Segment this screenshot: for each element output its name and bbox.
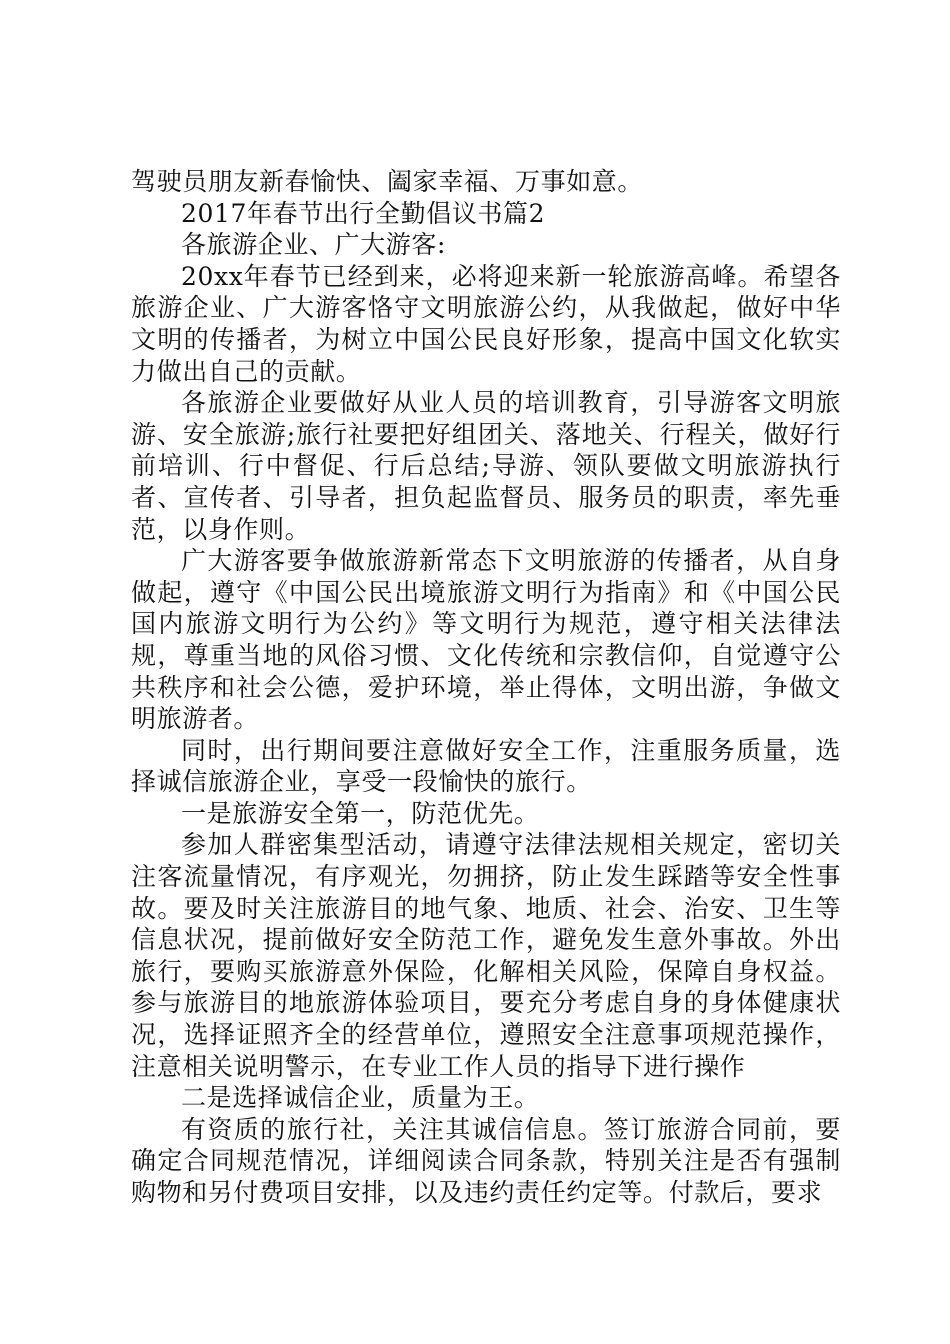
paragraph: 参加人群密集型活动，请遵守法律法规相关规定，密切关注客流量情况，有序观光，勿拥挤，防止发生踩踏等安全性事故。要及时关注旅游目的地气象、地质、社会、治安、卫生等信息状况，提前做好安全防范工作，避免发生意外事故。外出旅行，要购买旅游意外保险，化解相关风险，保障自身权益。参与旅游目的地旅游体验项目，要充分考虑自身的身体健康状况，选择证照齐全的经营单位，遵照安全注意事项规范操作，注意相关说明警示，在专业工作人员的指导下进行操作 <box>131 830 841 1081</box>
paragraph: 有资质的旅行社，关注其诚信信息。签订旅游合同前，要确定合同规范情况，详细阅读合同条款，特别关注是否有强制购物和另付费项目安排，以及违约责任约定等。付款后，要求 <box>131 1114 841 1207</box>
paragraph: 20xx年春节已经到来，必将迎来新一轮旅游高峰。希望各旅游企业、广大游客恪守文明旅游公约，从我做起，做好中华文明的传播者，为树立中国公民良好形象，提高中国文化软实力做出自己的贡献。 <box>131 261 841 386</box>
subheading: 二是选择诚信企业，质量为王。 <box>181 1083 540 1113</box>
salutation: 各旅游企业、广大游客: <box>181 230 447 260</box>
paragraph: 广大游客要争做旅游新常态下文明旅游的传播者，从自身做起，遵守《中国公民出境旅游文明行为指南》和《中国公民国内旅游文明行为公约》等文明行为规范，遵守相关法律法规，尊重当地的风俗习惯、文化传统和宗教信仰，自觉遵守公共秩序和社会公德，爱护环境，举止得体，文明出游，争做文明旅游者。 <box>131 546 841 734</box>
paragraph: 驾驶员朋友新春愉快、阖家幸福、万事如意。 <box>131 167 644 196</box>
section-title: 2017年春节出行全勤倡议书篇2 <box>181 198 546 228</box>
document-body <box>131 166 841 1209</box>
subheading: 一是旅游安全第一，防范优先。 <box>181 798 540 828</box>
paragraph: 同时，出行期间要注意做好安全工作，注重服务质量，选择诚信旅游企业，享受一段愉快的旅行。 <box>131 735 841 797</box>
paragraph: 各旅游企业要做好从业人员的培训教育，引导游客文明旅游、安全旅游;旅行社要把好组团关、落地关、行程关，做好行前培训、行中督促、行后总结;导游、领队要做文明旅游执行者、宣传者、引导者，担负起监督员、服务员的职责，率先垂范，以身作则。 <box>131 388 841 544</box>
